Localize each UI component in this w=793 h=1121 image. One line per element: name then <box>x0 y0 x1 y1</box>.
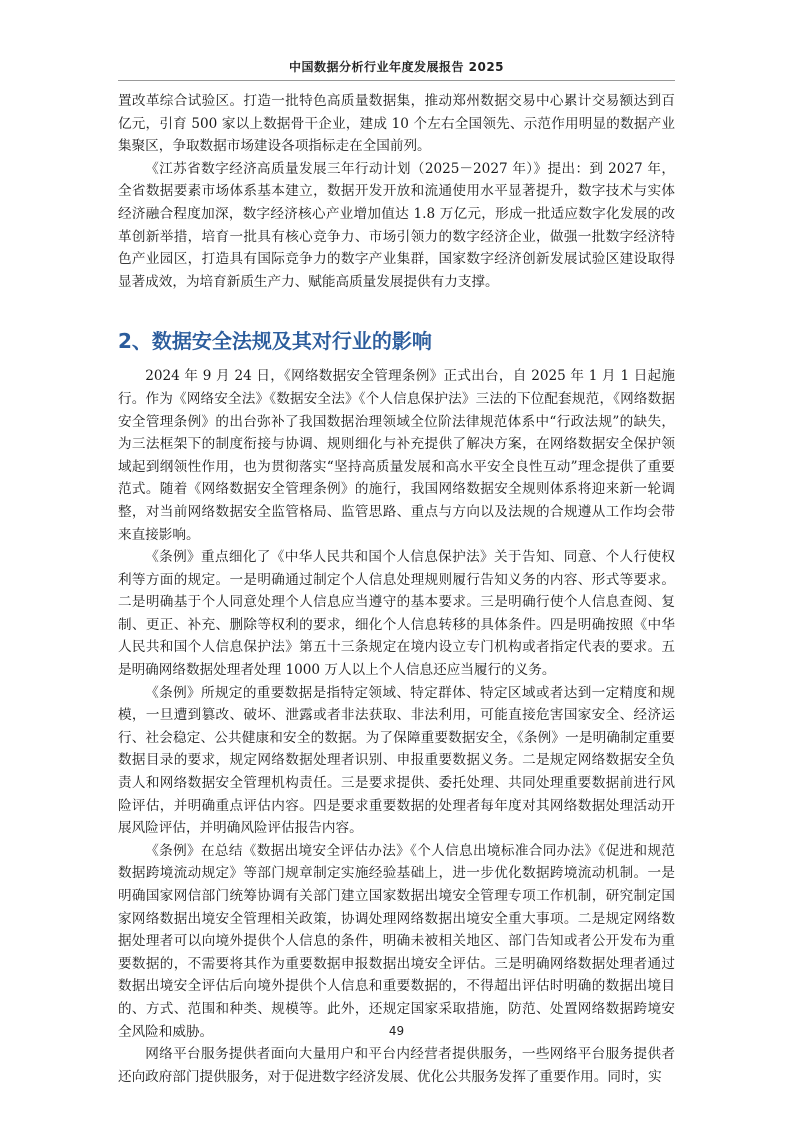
body-paragraph: 2024 年 9 月 24 日，《网络数据安全管理条例》正式出台，自 2025 年 1 月 1 日起施行。作为《网络安全法》《数据安全法》《个人信息保护法》三法的下位配套规范，《网络数据安全管理条例》的出台弥补了我国数据治理领域全位阶法律规范体系中“行政法规”的缺失，为三法框架下的制度衔接与协调、规则细化与补充提供了解决方案，在网络数据安全保护领域起到纲领性作用，也为贯彻落实“坚持高质量发展和高水平安全良性互动”理念提供了重要范式。随着《网络数据安全管理条例》的施行，我国网络数据安全规则体系将迎来新一轮调整，对当前网络数据安全监管格局、监管思路、重点与方向以及法规的合规遵从工作均会带来直接影响。 <box>118 368 675 543</box>
body-paragraph: 《条例》在总结《数据出境安全评估办法》《个人信息出境标准合同办法》《促进和规范数据跨境流动规定》等部门规章制定实施经验基础上，进一步优化数据跨境流动机制。一是明确国家网信部门统筹协调有关部门建立国家数据出境安全管理专项工作机制，研究制定国家网络数据出境安全管理相关政策，协调处理网络数据出境安全重大事项。二是规定网络数据处理者可以向境外提供个人信息的条件，明确未被相关地区、部门告知或者公开发布为重要数据的，不需要将其作为重要数据申报数据出境安全评估。三是明确网络数据处理者通过数据出境安全评估后向境外提供个人信息和重要数据的，不得超出评估时明确的数据出境目的、方式、范围和种类、规模等。此外，还规定国家采取措施，防范、处置网络数据跨境安全风险和威胁。 <box>118 842 675 1040</box>
body-paragraph-continued: 置改革综合试验区。打造一批特色高质量数据集，推动郑州数据交易中心累计交易额达到百亿元，引育 500 家以上数据骨干企业，建成 10 个左右全国领先、示范作用明显的数据产业集聚区，争取数据市场建设各项指标走在全国前列。 <box>118 93 675 155</box>
page-number: 49 <box>388 1024 405 1038</box>
section-heading: 2、数据安全法规及其对行业的影响 <box>118 329 432 354</box>
page-header-title: 中国数据分析行业年度发展报告 2025 <box>288 60 505 74</box>
body-paragraph: 《条例》所规定的重要数据是指特定领域、特定群体、特定区域或者达到一定精度和规模，一旦遭到篡改、破坏、泄露或者非法获取、非法利用，可能直接危害国家安全、经济运行、社会稳定、公共健康和安全的数据。为了保障重要数据安全，《条例》一是明确制定重要数据目录的要求，规定网络数据处理者识别、申报重要数据义务。二是规定网络数据安全负责人和网络数据安全管理机构责任。三是要求提供、委托处理、共同处理重要数据前进行风险评估，并明确重点评估内容。四是要求重要数据的处理者每年度对其网络数据处理活动开展风险评估，并明确风险评估报告内容。 <box>118 684 675 837</box>
body-paragraph: 《条例》重点细化了《中华人民共和国个人信息保护法》关于告知、同意、个人行使权利等方面的规定。一是明确通过制定个人信息处理规则履行告知义务的内容、形式等要求。二是明确基于个人同意处理个人信息应当遵守的基本要求。三是明确行使个人信息查阅、复制、更正、补充、删除等权利的要求，细化个人信息转移的具体条件。四是明确按照《中华人民共和国个人信息保护法》第五十三条规定在境内设立专门机构或者指定代表的要求。五是明确网络数据处理者处理 1000 万人以上个人信息还应当履行的义务。 <box>118 549 675 679</box>
page-body <box>118 90 675 1088</box>
body-paragraph: 《江苏省数字经济高质量发展三年行动计划（2025－2027 年）》提出：到 2027 年，全省数据要素市场体系基本建立，数据开发开放和流通使用水平显著提升，数字技术与实体经济融合程度加深，数字经济核心产业增加值达 1.8 万亿元，形成一批适应数字化发展的改革创新举措，培育一批具有核心竞争力、市场引领力的数字经济企业，做强一批数字经济特色产业园区，打造具有国际竞争力的数字产业集群，国家数字经济创新发展试验区建设取得显著成效，为培育新质生产力、赋能高质量发展提供有力支撑。 <box>118 160 675 290</box>
header-divider <box>118 80 675 81</box>
body-paragraph: 网络平台服务提供者面向大量用户和平台内经营者提供服务，一些网络平台服务提供者还向政府部门提供服务，对于促进数字经济发展、优化公共服务发挥了重要作用。同时，实 <box>118 1046 675 1085</box>
